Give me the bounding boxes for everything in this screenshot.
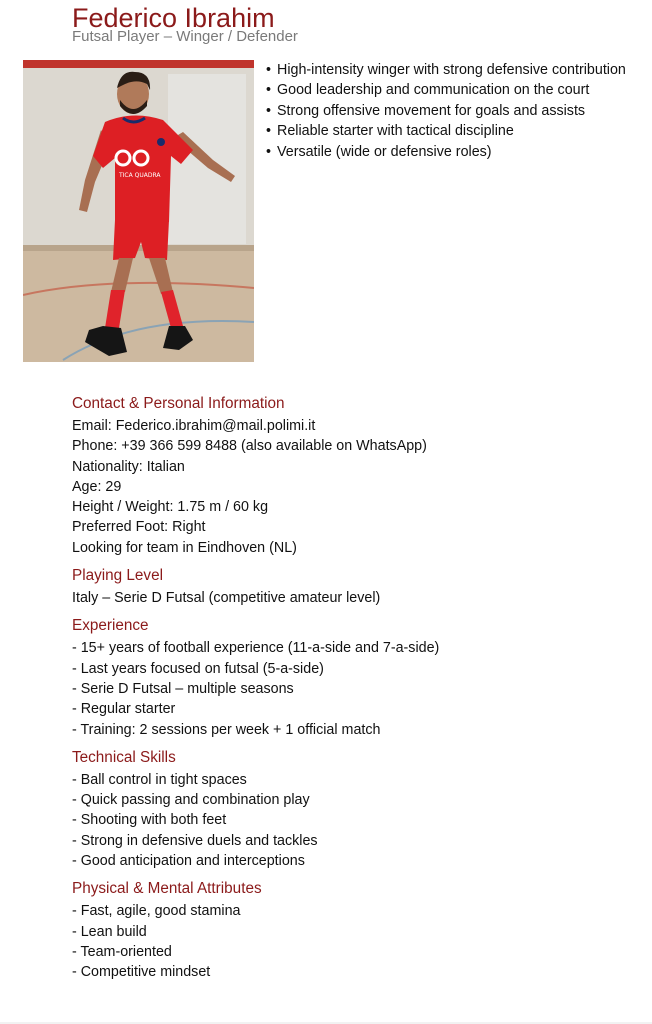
contact-preferred-foot: Preferred Foot: Right (72, 519, 206, 536)
section-title-contact: Contact & Personal Information (72, 395, 285, 412)
highlight-item: • Versatile (wide or defensive roles) (266, 142, 646, 162)
player-name: Federico Ibrahim (72, 3, 275, 33)
list-item: - Strong in defensive duels and tackles (72, 831, 632, 851)
highlight-item: • High-intensity winger with strong defensive contribution (266, 60, 646, 80)
contact-age: Age: 29 (72, 478, 122, 495)
list-item: - Competitive mindset (72, 962, 632, 982)
cv-content (72, 392, 632, 983)
contact-nationality: Nationality: Italian (72, 458, 185, 475)
player-photo (23, 60, 254, 362)
section-title-playing-level: Playing Level (72, 567, 163, 585)
experience-section (72, 614, 632, 739)
highlight-item: • Reliable starter with tactical discipline (266, 121, 646, 141)
list-item: - Ball control in tight spaces (72, 770, 632, 790)
list-item: - Good anticipation and interceptions (72, 851, 632, 871)
section-title-physical-mental: Physical & Mental Attributes (72, 880, 262, 898)
list-item: - Quick passing and combination play (72, 790, 632, 810)
list-item: - Serie D Futsal – multiple seasons (72, 679, 632, 699)
contact-section (72, 392, 632, 558)
contact-height-weight: Height / Weight: 1.75 m / 60 kg (72, 499, 269, 516)
section-title-technical-skills: Technical Skills (72, 748, 176, 766)
technical-skills-section (72, 746, 632, 871)
list-item: - Lean build (72, 922, 632, 942)
section-title-experience: Experience (72, 617, 149, 635)
highlights-list (266, 60, 646, 162)
physical-mental-section (72, 877, 632, 982)
playing-level-section (72, 564, 632, 608)
highlight-item: • Good leadership and communication on the court (266, 80, 646, 100)
list-item: - 15+ years of football experience (11-a-side and 7-a-side) (72, 638, 632, 658)
list-item: - Training: 2 sessions per week + 1 official match (72, 720, 632, 740)
contact-looking-for-team: Looking for team in Eindhoven (NL) (72, 539, 297, 556)
contact-phone: Phone: +39 366 599 8488 (also available on WhatsApp) (72, 438, 427, 455)
list-item: - Fast, agile, good stamina (72, 901, 632, 921)
list-item: - Last years focused on futsal (5-a-side) (72, 659, 632, 679)
jersey-sponsor-text: TICA QUADRA (119, 172, 161, 179)
list-item: - Team-oriented (72, 942, 632, 962)
list-item: - Regular starter (72, 699, 632, 719)
highlight-item: • Strong offensive movement for goals and assists (266, 101, 646, 121)
contact-email: Email: Federico.ibrahim@mail.polimi.it (72, 418, 316, 434)
player-role: Futsal Player – Winger / Defender (72, 28, 298, 45)
playing-level-text: Italy – Serie D Futsal (competitive amateur level) (72, 590, 381, 607)
list-item: - Shooting with both feet (72, 810, 632, 830)
